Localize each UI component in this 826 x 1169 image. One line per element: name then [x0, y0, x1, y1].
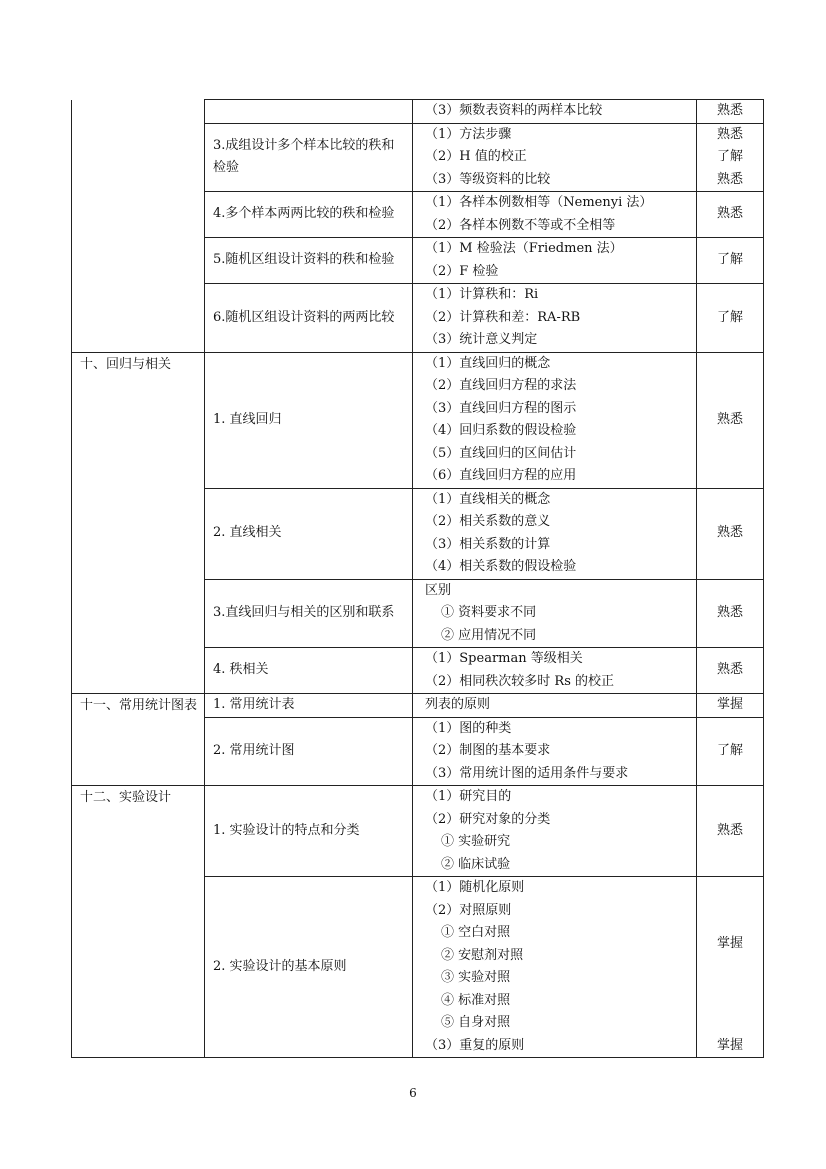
- requirement-cell: [697, 284, 764, 353]
- requirement-level: 熟悉: [716, 126, 743, 142]
- requirement-level: 掌握: [716, 697, 743, 712]
- content-line: （1）研究目的: [425, 789, 512, 804]
- content-line: （1）各样本例数相等（Nemenyi 法）: [425, 195, 653, 210]
- topic-cell: 1. 常用统计表: [205, 694, 413, 718]
- content-line: （1）随机化原则: [425, 880, 525, 895]
- content-line: ① 空白对照: [441, 925, 511, 940]
- content-cell: [413, 488, 697, 579]
- content-line: （3）频数表资料的两样本比较: [425, 103, 603, 118]
- requirement-level: 掌握: [716, 936, 743, 951]
- content-line: （4）相关系数的假设检验: [425, 559, 577, 574]
- requirement-cell: [697, 648, 764, 694]
- requirement-cell: [697, 579, 764, 648]
- topic-cell: 3.直线回归与相关的区别和联系: [205, 579, 413, 648]
- content-line: （3）直线回归方程的图示: [425, 400, 577, 416]
- requirement-level: 熟悉: [716, 662, 743, 678]
- content-line: （1）图的种类: [425, 720, 512, 736]
- requirement-level: 了解: [716, 743, 743, 758]
- content-line: ① 资料要求不同: [441, 605, 537, 620]
- content-line: ② 安慰剂对照: [441, 947, 524, 963]
- requirement-level: 掌握: [716, 1037, 743, 1053]
- content-cell: [413, 352, 697, 488]
- content-line: ① 实验研究: [441, 834, 511, 849]
- content-line: （1）直线回归的概念: [425, 355, 551, 371]
- content-line: 区别: [425, 582, 452, 598]
- topic-cell: 4. 秩相关: [205, 648, 413, 694]
- topic-cell: 6.随机区组设计资料的两两比较: [205, 284, 413, 353]
- content-line: （2）相同秩次较多时 Rs 的校正: [425, 673, 614, 689]
- chapter-cell: 十、回归与相关: [72, 352, 205, 694]
- content-line: ② 应用情况不同: [441, 627, 537, 643]
- content-cell: [413, 123, 697, 192]
- content-line: （1）直线相关的概念: [425, 491, 551, 507]
- content-cell: [413, 694, 697, 718]
- topic-cell: 4.多个样本两两比较的秩和检验: [205, 192, 413, 238]
- content-cell: [413, 579, 697, 648]
- table-row: [72, 352, 764, 488]
- content-line: （3）相关系数的计算: [425, 536, 551, 552]
- table-row: [72, 786, 764, 877]
- topic-cell: 2. 常用统计图: [205, 717, 413, 786]
- content-line: （2）各样本例数不等或不全相等: [425, 217, 616, 233]
- content-line: （1）计算秩和：Ri: [425, 287, 539, 302]
- content-cell: [413, 648, 697, 694]
- content-line: （2）相关系数的意义: [425, 514, 551, 529]
- topic-cell: 2. 直线相关: [205, 488, 413, 579]
- content-cell: [413, 717, 697, 786]
- topic-cell: 1. 实验设计的特点和分类: [205, 786, 413, 877]
- table-row: [72, 100, 764, 124]
- requirement-level: 熟悉: [716, 822, 743, 838]
- content-line: 列表的原则: [425, 697, 491, 712]
- requirement-cell: [697, 123, 764, 192]
- requirement-cell: [697, 717, 764, 786]
- content-cell: [413, 192, 697, 238]
- requirement-cell: [697, 877, 764, 1058]
- syllabus-table: [71, 99, 764, 1058]
- content-cell: [413, 284, 697, 353]
- content-line: （2）研究对象的分类: [425, 811, 551, 827]
- content-line: （4）回归系数的假设检验: [425, 423, 577, 438]
- content-line: （2）对照原则: [425, 902, 512, 918]
- content-line: （1）M 检验法（Friedmen 法）: [425, 241, 623, 256]
- content-cell: [413, 238, 697, 284]
- content-line: （2）制图的基本要求: [425, 743, 551, 758]
- topic-cell: 5.随机区组设计资料的秩和检验: [205, 238, 413, 284]
- content-cell: [413, 877, 697, 1058]
- requirement-level: 熟悉: [716, 206, 743, 222]
- content-line: （3）统计意义判定: [425, 332, 538, 347]
- content-line: ⑤ 自身对照: [441, 1015, 511, 1030]
- content-cell: [413, 100, 697, 124]
- chapter-cell: 十一、常用统计图表: [72, 694, 205, 786]
- content-cell: [413, 786, 697, 877]
- content-line: （6）直线回归方程的应用: [425, 468, 577, 483]
- content-line: （2）直线回归方程的求法: [425, 378, 577, 393]
- content-line: （3）常用统计图的适用条件与要求: [425, 765, 629, 781]
- requirement-cell: [697, 100, 764, 124]
- content-line: ② 临床试验: [441, 856, 511, 872]
- requirement-cell: [697, 238, 764, 284]
- requirement-level: 了解: [716, 309, 743, 325]
- content-line: （1）Spearman 等级相关: [425, 651, 583, 666]
- topic-cell: [205, 100, 413, 124]
- topic-cell: 1. 直线回归: [205, 352, 413, 488]
- requirement-cell: [697, 352, 764, 488]
- table-row: [72, 694, 764, 718]
- topic-cell: 2. 实验设计的基本原则: [205, 877, 413, 1058]
- requirement-cell: [697, 694, 764, 718]
- requirement-level: 熟悉: [716, 525, 743, 541]
- requirement-cell: [697, 192, 764, 238]
- requirement-level: 熟悉: [716, 103, 743, 118]
- page-number: 6: [409, 1086, 417, 1100]
- requirement-level: 熟悉: [716, 605, 743, 620]
- requirement-level: 熟悉: [716, 411, 743, 427]
- chapter-cell: 十二、实验设计: [72, 786, 205, 1058]
- content-line: （2）计算秩和差：RA-RB: [425, 309, 581, 325]
- content-line: （5）直线回归的区间估计: [425, 445, 577, 461]
- content-line: （1）方法步骤: [425, 126, 512, 142]
- content-line: （3）重复的原则: [425, 1037, 525, 1053]
- content-line: （2）F 检验: [425, 263, 499, 279]
- requirement-level: 熟悉: [716, 171, 743, 187]
- requirement-cell: [697, 488, 764, 579]
- content-line: ③ 实验对照: [441, 970, 511, 985]
- requirement-cell: [697, 786, 764, 877]
- requirement-level: 了解: [716, 252, 743, 268]
- content-line: （3）等级资料的比较: [425, 171, 551, 187]
- topic-cell: 3.成组设计多个样本比较的秩和检验: [205, 123, 413, 192]
- content-line: ④ 标准对照: [441, 992, 511, 1008]
- requirement-level: 了解: [716, 149, 743, 164]
- chapter-cell: [72, 100, 205, 353]
- content-line: （2）H 值的校正: [425, 149, 527, 164]
